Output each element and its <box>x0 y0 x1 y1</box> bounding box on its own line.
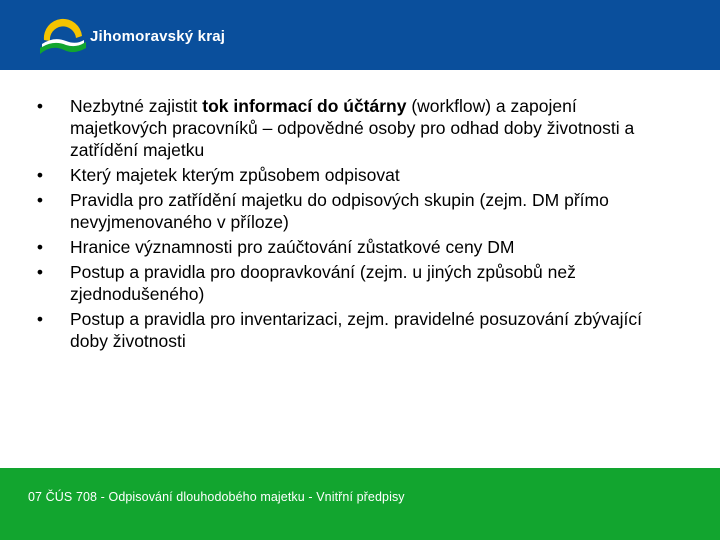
bullet-item <box>30 308 670 352</box>
bullet-text: Postup a pravidla pro inventarizaci, zejm. pravidelné posuzování zbývající doby životnosti <box>70 309 642 351</box>
bullet-text-bold: tok informací do účtárny <box>202 96 407 116</box>
bullet-text: Pravidla pro zatřídění majetku do odpisových skupin (zejm. DM přímo nevyjmenovaného v příloze) <box>70 190 609 232</box>
bullet-item <box>30 95 670 161</box>
bullet-text: Hranice významnosti pro zaúčtování zůstatkové ceny DM <box>70 237 515 257</box>
bullet-item <box>30 236 670 258</box>
footer-text: 07 ČÚS 708 - Odpisování dlouhodobého majetku - Vnitřní předpisy <box>28 490 405 504</box>
bullet-marker: • <box>36 96 44 116</box>
footer-bar <box>0 468 720 540</box>
bullet-text: Který majetek kterým způsobem odpisovat <box>70 165 400 185</box>
bullet-marker: • <box>36 309 44 329</box>
bullet-marker: • <box>36 262 44 282</box>
bullet-item <box>30 261 670 305</box>
bullet-text: Postup a pravidla pro doopravkování (zejm. u jiných způsobů než zjednodušeného) <box>70 262 576 304</box>
header-bar <box>0 0 720 70</box>
bullet-marker: • <box>36 190 44 210</box>
bullet-item <box>30 189 670 233</box>
bullet-text-pre: Nezbytné zajistit <box>70 96 203 116</box>
bullet-text-post: (workflow) a zapojení majetkových pracovníků – odpovědné osoby pro odhad doby životnosti a zatřídění majetku <box>70 96 635 160</box>
bullet-marker: • <box>36 165 44 185</box>
bullet-marker: • <box>36 237 44 257</box>
bullet-item <box>30 164 670 186</box>
brand-name: Jihomoravský kraj <box>90 28 226 45</box>
jmk-logo-icon <box>38 18 88 56</box>
bullet-list <box>30 95 670 355</box>
